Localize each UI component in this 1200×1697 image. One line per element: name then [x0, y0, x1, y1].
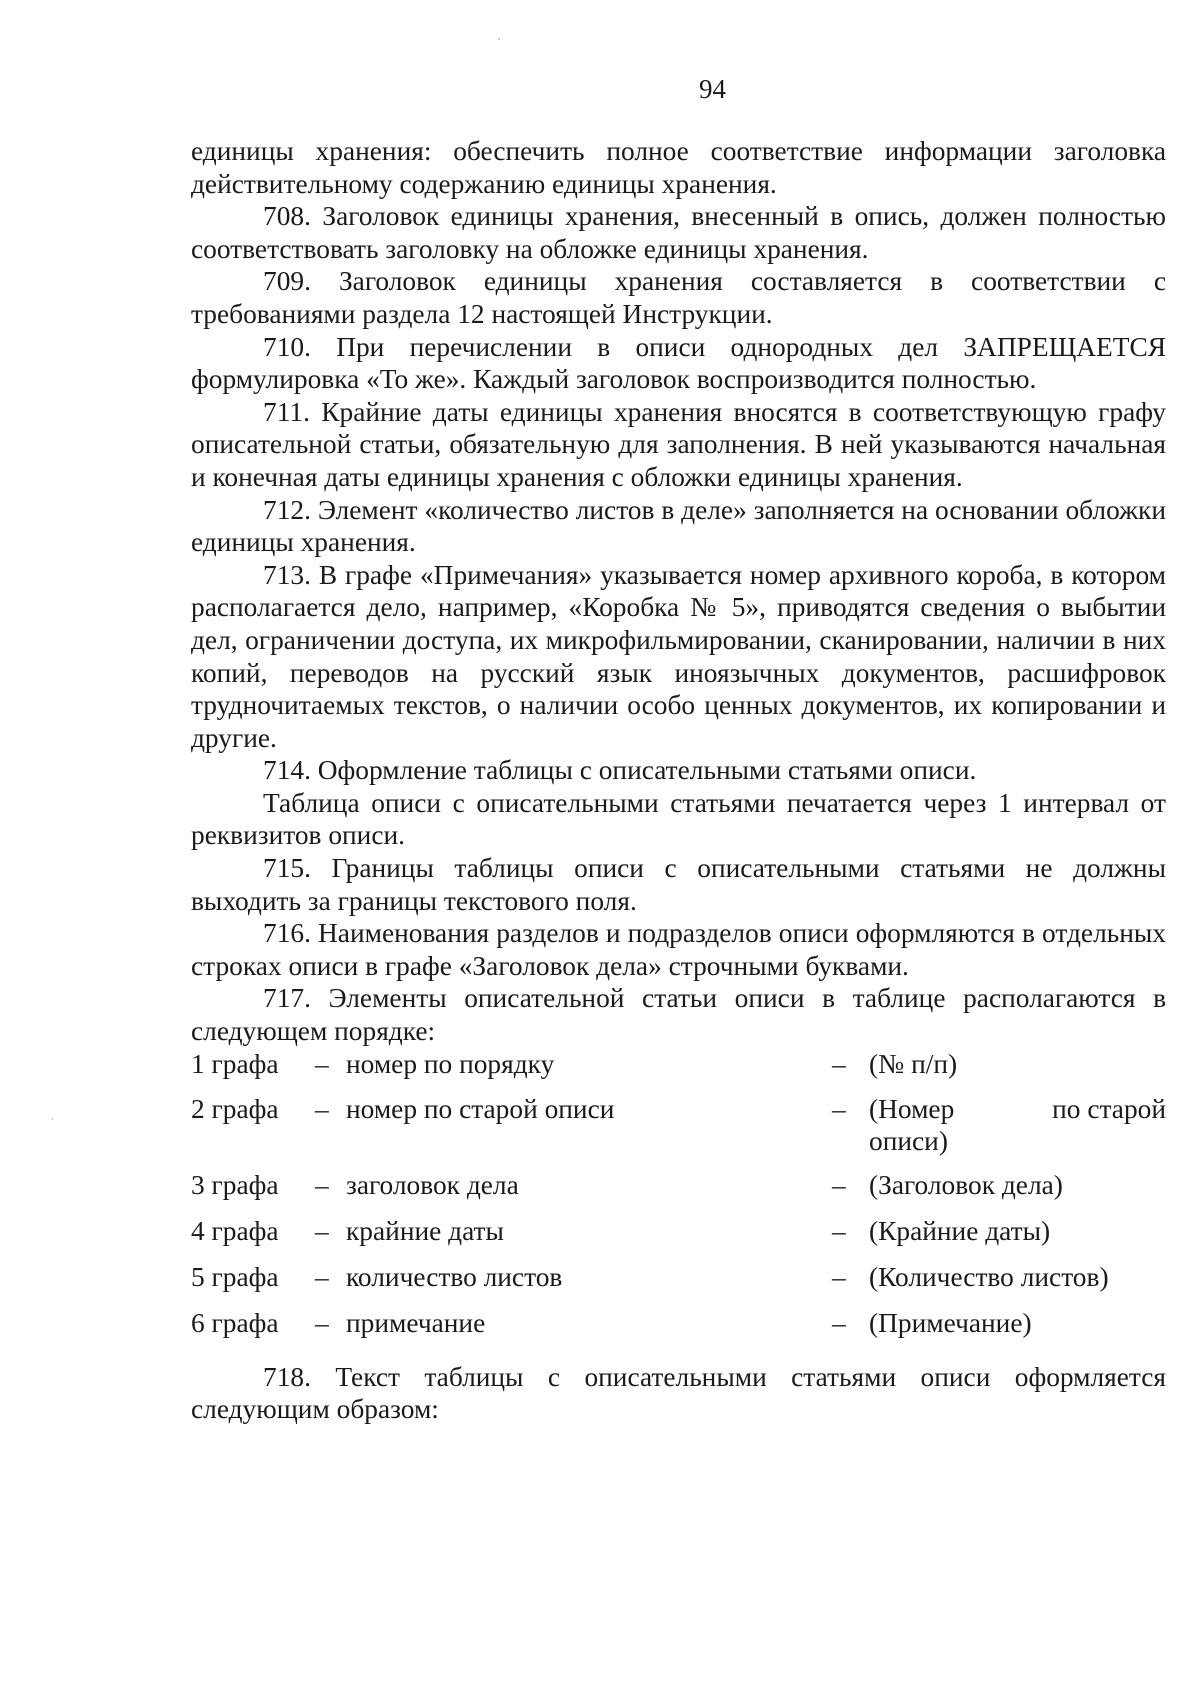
column-element: номер по порядку: [346, 1048, 555, 1079]
column-number: 1 графа: [191, 1048, 279, 1079]
column-row-5: [191, 1261, 1166, 1307]
column-heading-part: по старой: [1052, 1093, 1166, 1124]
column-number: 6 графа: [191, 1307, 279, 1338]
paragraph-717: 717. Элементы описательной статьи описи в таблице располагаются в следующем порядке:: [191, 983, 1166, 1047]
paragraph-continuation: единицы хранения: обеспечить полное соответствие информации заголовка действительному содержанию единицы хранения.: [191, 136, 1166, 199]
paragraph-714: 714. Оформление таблицы с описательными статьями описи.: [263, 755, 977, 786]
paragraph-711: 711. Крайние даты единицы хранения вносятся в соответствующую графу описательной статьи, обязательную для заполнения. В ней указываются начальная и конечная даты единицы хранения с обложки единицы хранения.: [191, 396, 1166, 492]
column-number: 3 графа: [191, 1169, 279, 1200]
column-dash: –: [315, 1215, 329, 1246]
column-row-2: [191, 1093, 1166, 1169]
column-heading: (Заголовок дела): [869, 1169, 1063, 1200]
column-heading-part: (Номер: [869, 1093, 955, 1124]
column-element: крайние даты: [346, 1215, 504, 1246]
column-dash-right: –: [832, 1093, 846, 1124]
paragraph-713: 713. В графе «Примечания» указывается номер архивного короба, в котором располагается дело, например, «Коробка № 5», приводятся сведения о выбытии дел, ограничении доступа, их микрофильмировании, сканировании, наличии в них копий, переводов на русский язык иноязычных документов, расшифровок трудночитаемых текстов, о наличии особо ценных документов, их копировании и другие.: [191, 559, 1166, 753]
column-heading-first-line: [869, 1093, 1166, 1126]
column-order-list: [191, 1048, 1166, 1361]
column-heading-part: описи): [869, 1126, 948, 1157]
column-element: количество листов: [346, 1261, 563, 1292]
paragraph-714-table-interval: Таблица описи с описательными статьями печатается через 1 интервал от реквизитов описи.: [191, 787, 1166, 851]
column-dash: –: [315, 1048, 329, 1079]
column-row-4: [191, 1215, 1166, 1261]
column-number: 2 графа: [191, 1093, 279, 1124]
column-heading: (Крайние даты): [869, 1215, 1051, 1246]
column-heading: (№ п/п): [869, 1048, 958, 1079]
paragraph-710: 710. При перечислении в описи однородных дел ЗАПРЕЩАЕТСЯ формулировка «То же». Каждый заголовок воспроизводится полностью.: [191, 331, 1166, 395]
scan-speck: [498, 38, 500, 40]
paragraph-716: 716. Наименования разделов и подразделов описи оформляются в отдельных строках описи в графе «Заголовок дела» строчными буквами.: [191, 918, 1166, 981]
column-heading: (Количество листов): [869, 1261, 1109, 1292]
column-row-3: [191, 1169, 1166, 1215]
column-number: 5 графа: [191, 1261, 279, 1292]
column-dash: –: [315, 1307, 329, 1338]
column-element: примечание: [346, 1307, 486, 1338]
paragraph-709: 709. Заголовок единицы хранения составляется в соответствии с требованиями раздела 12 настоящей Инструкции.: [191, 266, 1166, 329]
column-dash: –: [315, 1093, 329, 1124]
column-dash-right: –: [832, 1215, 846, 1246]
paragraph-715: 715. Границы таблицы описи с описательными статьями не должны выходить за границы текстового поля.: [191, 853, 1166, 916]
column-dash: –: [315, 1261, 329, 1292]
column-dash-right: –: [832, 1169, 846, 1200]
paragraph-712: 712. Элемент «количество листов в деле» заполняется на основании обложки единицы хранения.: [191, 494, 1166, 558]
paragraph-718: 718. Текст таблицы с описательными статьями описи оформляется следующим образом:: [191, 1361, 1166, 1425]
column-dash-right: –: [832, 1307, 846, 1338]
paragraph-708: 708. Заголовок единицы хранения, внесенный в опись, должен полностью соответствовать заголовку на обложке единицы хранения.: [191, 201, 1166, 264]
column-number: 4 графа: [191, 1215, 279, 1246]
column-element: заголовок дела: [346, 1169, 519, 1200]
column-dash-right: –: [832, 1048, 846, 1079]
column-row-1: [191, 1048, 1166, 1093]
column-heading: (Примечание): [869, 1307, 1032, 1338]
column-dash-right: –: [832, 1261, 846, 1292]
document-body: [191, 135, 1166, 1426]
column-heading: [869, 1093, 1166, 1158]
column-element: номер по старой описи: [346, 1093, 615, 1124]
column-row-6: [191, 1307, 1166, 1361]
column-dash: –: [315, 1169, 329, 1200]
page-number: 94: [699, 74, 726, 104]
scan-speck: [52, 1118, 53, 1120]
